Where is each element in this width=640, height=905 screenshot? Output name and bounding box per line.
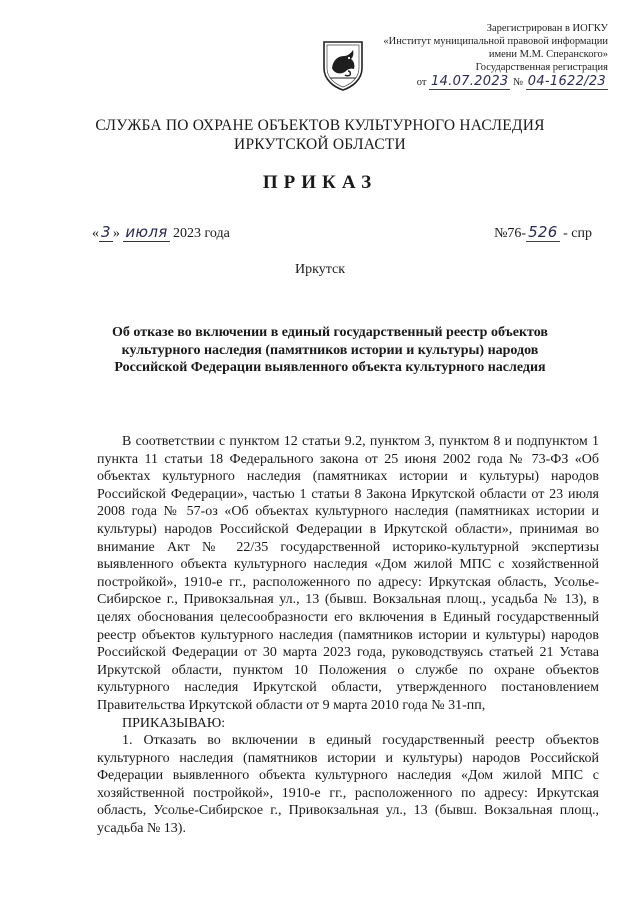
registration-stamp	[368, 22, 608, 89]
preamble-paragraph: В соответствии с пунктом 12 статьи 9.2, пунктом 3, пунктом 8 и подпунктом 1 пункта 11 статьи 18 Федерального закона от 25 июня 2002 года № 73-ФЗ «Об объектах культурного наследия (памятниках истории и культуры) народов Российской Федерации», частью 1 статьи 8 Закона Иркутской области от 23 июля 2008 года № 57-оз «Об объектах культурного наследия (памятниках истории и культуры) народов Российской Федерации в Иркутской области», принимая во внимание Акт № 22/35 государственной историко-культурной экспертизы выявленного объекта культурного наследия «Дом жилой МПС с хозяйственной постройкой», 1910-е гг., расположенного по адресу: Иркутская область, Усолье-Сибирское г., Привокзальная ул., 13 (бывш. Вокзальная площ., усадьба № 13), в целях обоснования целесообразности его включения в Единый государственный реестр объектов культурного наследия (памятников истории и культуры) народов Российской Федерации от 30 марта 2023 года, руководствуясь статьей 21 Устава Иркутской области, пунктом 10 Положения о службе по охране объектов культурного наследия Иркутской области, утвержденного постановлением Правительства Иркутской области от 9 марта 2010 года № 31-пп,	[97, 434, 599, 713]
agency-line-2: ИРКУТСКОЙ ОБЛАСТИ	[234, 136, 406, 153]
registration-line-4: Государственная регистрация	[475, 62, 608, 73]
order-number	[494, 223, 592, 242]
registration-date-prefix: от	[416, 77, 427, 88]
agency-heading	[0, 116, 640, 154]
coat-of-arms-icon	[318, 38, 368, 92]
registration-line-1: Зарегистрирован в ИОГКУ	[486, 23, 608, 34]
document-type-title: ПРИКАЗ	[262, 172, 378, 193]
order-title-line-3: Российской Федерации выявленного объекта культурного наследия	[114, 360, 546, 375]
registration-date-line	[368, 75, 608, 89]
order-date	[92, 223, 230, 242]
registration-line-3: имени М.М. Сперанского»	[488, 49, 608, 60]
date-close-quote: »	[112, 226, 120, 241]
registration-line-2: «Институт муниципальной правовой информации	[383, 36, 608, 47]
order-item-1: 1. Отказать во включении в единый государственный реестр объектов культурного наследия (памятников истории и культуры) народов Российской Федерации выявленного объекта культурного наследия «Дом жилой МПС с хозяйственной постройкой», 1910-е гг., расположенного по адресу: Иркутская область, Усолье-Сибирское г., Привокзальная ул., 13 (бывш. Вокзальная площ., усадьба № 13).	[97, 733, 599, 837]
order-title	[100, 324, 560, 377]
registration-number-handwritten: 04-1622/23	[527, 74, 606, 89]
order-body	[97, 433, 599, 838]
date-year: 2023 года	[173, 226, 230, 241]
agency-line-1: СЛУЖБА ПО ОХРАНЕ ОБЪЕКТОВ КУЛЬТУРНОГО НАСЛЕДИЯ	[95, 117, 545, 134]
order-number-suffix: - спр	[563, 226, 592, 241]
order-title-line-2: культурного наследия (памятников истории и культуры) народов	[121, 342, 539, 358]
registration-number-prefix: №	[513, 77, 524, 88]
order-directive-word: ПРИКАЗЫВАЮ:	[122, 715, 226, 731]
date-day-handwritten: 3	[101, 223, 111, 241]
date-open-quote: «	[92, 226, 99, 241]
order-number-handwritten: 526	[528, 223, 558, 241]
order-title-line-1: Об отказе во включении в единый государственный реестр объектов	[112, 325, 548, 340]
city-name: Иркутск	[294, 262, 346, 277]
registration-date-handwritten: 14.07.2023	[431, 74, 509, 89]
date-month-handwritten: июля	[125, 223, 168, 241]
order-number-prefix: №76-	[494, 226, 527, 241]
